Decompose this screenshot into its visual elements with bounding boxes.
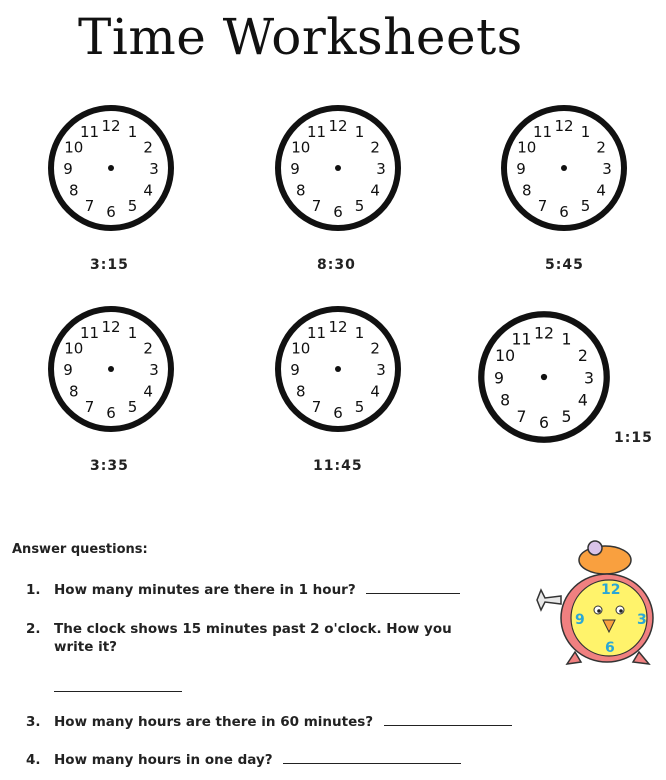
question-item bbox=[26, 580, 460, 600]
clock-time-label: 8:30 bbox=[317, 257, 356, 273]
clock-number: 12 bbox=[101, 117, 121, 135]
clock-number: 1 bbox=[354, 323, 365, 342]
question-text: How many hours are there in 60 minutes? bbox=[54, 714, 374, 730]
clock-number: 2 bbox=[596, 138, 606, 157]
question-text: The clock shows 15 minutes past 2 o'clock. How you bbox=[54, 621, 452, 637]
clock-number: 4 bbox=[370, 382, 380, 401]
clock-number: 10 bbox=[291, 138, 311, 157]
clock-number: 9 bbox=[516, 160, 526, 178]
clock-number: 5 bbox=[561, 407, 572, 427]
answer-blank[interactable] bbox=[283, 751, 461, 764]
clock-number: 8 bbox=[500, 390, 511, 410]
question-text-continued bbox=[54, 637, 117, 657]
cartoon-number-12: 12 bbox=[601, 582, 621, 598]
clock-number: 1 bbox=[561, 329, 572, 349]
cartoon-number-3: 3 bbox=[637, 612, 647, 628]
clock-number: 7 bbox=[84, 398, 95, 417]
clock-number: 11 bbox=[511, 329, 532, 349]
clock-number: 8 bbox=[522, 181, 532, 200]
clock-number: 4 bbox=[143, 181, 153, 200]
question-item bbox=[26, 712, 512, 732]
clock-center-dot bbox=[108, 165, 114, 171]
clock-face bbox=[475, 308, 613, 446]
question-text-line2: write it? bbox=[54, 639, 117, 655]
clock-time-label: 1:15 bbox=[614, 430, 653, 446]
clock-number: 10 bbox=[64, 339, 84, 358]
clock-number: 8 bbox=[296, 181, 306, 200]
clock-number: 11 bbox=[532, 122, 553, 141]
clock-number: 12 bbox=[534, 323, 554, 343]
question-number: 1. bbox=[26, 582, 41, 598]
cartoon-wind-key bbox=[537, 590, 561, 610]
cartoon-bell-knob bbox=[588, 541, 602, 555]
answer-blank[interactable] bbox=[54, 682, 182, 692]
clock-number: 12 bbox=[101, 318, 121, 336]
clock-face bbox=[498, 102, 630, 234]
clock-number: 6 bbox=[539, 413, 549, 433]
cartoon-foot bbox=[633, 652, 649, 664]
clock-number: 3 bbox=[602, 160, 612, 178]
question-item bbox=[26, 750, 461, 770]
cartoon-eye-pupil bbox=[597, 609, 601, 613]
clock-number: 4 bbox=[577, 390, 588, 410]
clock-number: 2 bbox=[370, 138, 380, 157]
clock-number: 7 bbox=[84, 197, 95, 216]
clock-number: 3 bbox=[376, 160, 386, 178]
question-number: 4. bbox=[26, 752, 41, 768]
clock-number: 9 bbox=[290, 160, 300, 178]
clock-number: 6 bbox=[333, 404, 343, 422]
clock-number: 8 bbox=[69, 382, 79, 401]
answer-blank[interactable] bbox=[366, 581, 460, 594]
clock-number: 5 bbox=[354, 197, 365, 216]
clock-number: 5 bbox=[580, 197, 591, 216]
clock-number: 7 bbox=[516, 407, 527, 427]
clock-number: 11 bbox=[79, 122, 100, 141]
clock-time-label: 3:35 bbox=[90, 458, 129, 474]
clock-face bbox=[272, 303, 404, 435]
clock-center-dot bbox=[541, 374, 547, 380]
clock-time-label: 5:45 bbox=[545, 257, 584, 273]
clock-center-dot bbox=[335, 165, 341, 171]
clock-number: 8 bbox=[69, 181, 79, 200]
clock-face bbox=[45, 303, 177, 435]
clock-face bbox=[272, 102, 404, 234]
clock-number: 6 bbox=[106, 203, 116, 221]
clock-number: 8 bbox=[296, 382, 306, 401]
clock-number: 6 bbox=[333, 203, 343, 221]
clock-number: 11 bbox=[306, 122, 327, 141]
clock-number: 11 bbox=[306, 323, 327, 342]
question-text: How many hours in one day? bbox=[54, 752, 273, 768]
clock-number: 2 bbox=[370, 339, 380, 358]
cartoon-number-6: 6 bbox=[605, 640, 615, 656]
cartoon-bell bbox=[579, 546, 631, 574]
worksheet-title: Time Worksheets bbox=[78, 8, 523, 66]
clock-number: 3 bbox=[376, 361, 386, 379]
clock-number: 10 bbox=[495, 345, 516, 365]
clock-number: 2 bbox=[143, 339, 153, 358]
clock-number: 10 bbox=[64, 138, 84, 157]
clock-number: 12 bbox=[328, 318, 348, 336]
clock-number: 1 bbox=[127, 122, 138, 141]
clock-center-dot bbox=[108, 366, 114, 372]
clock-number: 7 bbox=[311, 398, 322, 417]
cartoon-eye-pupil bbox=[619, 609, 623, 613]
clock-number: 2 bbox=[577, 345, 588, 365]
clock-number: 7 bbox=[537, 197, 548, 216]
clock-number: 10 bbox=[517, 138, 537, 157]
clock-number: 5 bbox=[127, 398, 138, 417]
clock-number: 5 bbox=[127, 197, 138, 216]
clock-number: 3 bbox=[149, 160, 159, 178]
clock-number: 2 bbox=[143, 138, 153, 157]
clock-time-label: 11:45 bbox=[313, 458, 363, 474]
clock-number: 9 bbox=[494, 368, 505, 388]
clock-number: 3 bbox=[149, 361, 159, 379]
clock-face bbox=[45, 102, 177, 234]
question-number: 2. bbox=[26, 621, 41, 637]
section-heading: Answer questions: bbox=[12, 542, 148, 557]
clock-number: 5 bbox=[354, 398, 365, 417]
clock-number: 12 bbox=[328, 117, 348, 135]
clock-number: 9 bbox=[63, 160, 73, 178]
clock-number: 4 bbox=[596, 181, 606, 200]
clock-number: 7 bbox=[311, 197, 322, 216]
clock-number: 9 bbox=[290, 361, 300, 379]
clock-number: 3 bbox=[583, 368, 594, 388]
clock-center-dot bbox=[561, 165, 567, 171]
cartoon-alarm-clock-icon bbox=[535, 538, 663, 674]
clock-number: 4 bbox=[370, 181, 380, 200]
clock-number: 9 bbox=[63, 361, 73, 379]
clock-number: 1 bbox=[127, 323, 138, 342]
clock-number: 6 bbox=[559, 203, 569, 221]
question-number: 3. bbox=[26, 714, 41, 730]
clock-center-dot bbox=[335, 366, 341, 372]
clock-number: 4 bbox=[143, 382, 153, 401]
answer-blank[interactable] bbox=[384, 713, 512, 726]
clock-number: 6 bbox=[106, 404, 116, 422]
cartoon-number-9: 9 bbox=[575, 612, 585, 628]
question-item bbox=[26, 619, 452, 639]
clock-number: 1 bbox=[354, 122, 365, 141]
clock-number: 11 bbox=[79, 323, 100, 342]
clock-number: 10 bbox=[291, 339, 311, 358]
clock-time-label: 3:15 bbox=[90, 257, 129, 273]
clock-number: 12 bbox=[554, 117, 574, 135]
clock-number: 1 bbox=[580, 122, 591, 141]
question-text: How many minutes are there in 1 hour? bbox=[54, 582, 356, 598]
